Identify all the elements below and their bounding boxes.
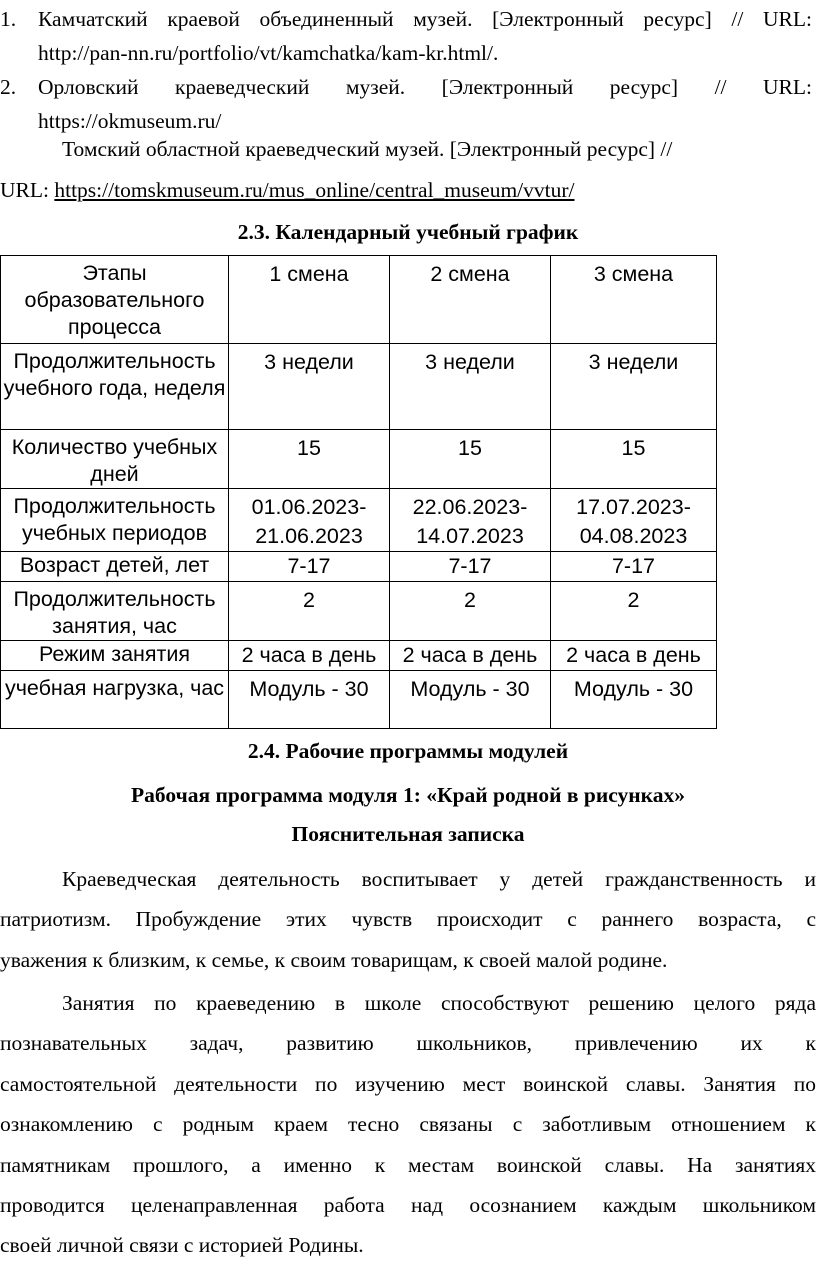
table-cell: 15	[390, 430, 551, 489]
table-cell: 01.06.2023-21.06.2023	[229, 489, 390, 552]
table-cell: Модуль - 30	[551, 671, 717, 729]
table-cell: Количество учебных дней	[1, 430, 229, 489]
reference-line	[0, 173, 575, 207]
table-cell: 15	[551, 430, 717, 489]
table-cell: 2	[390, 582, 551, 641]
table-cell: 7-17	[229, 552, 390, 582]
paragraph-line: памятникам прошлого, а именно к местам воинской славы. На занятиях	[0, 1152, 816, 1177]
section-heading-2-3: 2.3. Календарный учебный график	[237, 220, 579, 244]
schedule-table	[0, 255, 717, 729]
section-heading-2-4: 2.4. Рабочие программы модулей	[247, 739, 569, 763]
table-row	[1, 344, 717, 430]
paragraph-line: Краеведческая деятельность воспитывает у детей гражданственность и	[62, 867, 816, 891]
reference-url[interactable]: http://pan-nn.ru/portfolio/vt/kamchatka/kam-kr.html/.	[38, 41, 499, 65]
table-cell: Возраст детей, лет	[1, 552, 229, 582]
table-row	[1, 489, 717, 552]
table-row	[1, 641, 717, 671]
table-header-row	[1, 256, 717, 344]
paragraph-line: Занятия по краеведению в школе способствуют решению целого ряда	[62, 991, 816, 1015]
table-cell: 3 недели	[390, 344, 551, 430]
paragraph-line: своей личной связи с историей Родины.	[0, 1233, 364, 1258]
paragraph-line: познавательных задач, развитию школьников, привлечению их к	[0, 1031, 816, 1056]
reference-number: 1.	[0, 7, 17, 31]
table-row	[1, 582, 717, 641]
table-cell: учебная нагрузка, час	[1, 671, 229, 729]
table-header-cell: 1 смена	[229, 256, 390, 344]
table-row	[1, 671, 717, 729]
reference-text: Камчатский краевой объединенный музей. [Электронный ресурс] // URL:	[38, 7, 812, 31]
table-cell: Продолжительность учебных периодов	[1, 489, 229, 552]
reference-prefix: URL:	[0, 178, 55, 202]
table-cell: 17.07.2023-04.08.2023	[551, 489, 717, 552]
paragraph-line: ознакомлению с родным краем тесно связаны с заботливым отношением к	[0, 1112, 816, 1137]
table-cell: Продолжительность занятия, час	[1, 582, 229, 641]
table-header-cell: 2 смена	[390, 256, 551, 344]
table-cell: 7-17	[390, 552, 551, 582]
reference-number: 2.	[0, 75, 17, 99]
table-cell: Режим занятия	[1, 641, 229, 671]
table-cell: 2	[551, 582, 717, 641]
table-cell: 3 недели	[551, 344, 717, 430]
paragraph-line: самостоятельной деятельности по изучению мест воинской славы. Занятия по	[0, 1071, 816, 1096]
paragraph	[0, 983, 816, 1266]
table-cell: Модуль - 30	[229, 671, 390, 729]
table-header-cell: Этапы образовательного процесса	[1, 256, 229, 344]
table-cell: 2 часа в день	[229, 641, 390, 671]
reference-item	[0, 2, 816, 70]
note-title: Пояснительная записка	[291, 822, 525, 846]
paragraph-line: проводится целенаправленная работа над осознанием каждым школьником	[0, 1192, 816, 1217]
table-header-cell: 3 смена	[551, 256, 717, 344]
module-title: Рабочая программа модуля 1: «Край родной в рисунках»	[131, 783, 685, 807]
reference-link[interactable]: https://tomskmuseum.ru/mus_online/central_museum/vvtur/	[54, 178, 575, 202]
paragraph-line: патриотизм. Пробуждение этих чувств происходит с раннего возраста, с	[0, 907, 816, 932]
reference-url[interactable]: https://okmuseum.ru/	[38, 109, 222, 133]
paragraph-line: уважения к близким, к семье, к своим товарищам, к своей малой родине.	[0, 947, 668, 972]
table-cell: 7-17	[551, 552, 717, 582]
table-row	[1, 552, 717, 582]
paragraph	[0, 859, 816, 980]
table-row	[1, 430, 717, 489]
table-cell: 15	[229, 430, 390, 489]
table-cell: 2	[229, 582, 390, 641]
reference-item	[0, 70, 816, 138]
reference-text: Томский областной краеведческий музей. [Электронный ресурс] //	[62, 137, 673, 161]
table-cell: Продолжительность учебного года, неделя	[1, 344, 229, 430]
table-cell: 3 недели	[229, 344, 390, 430]
table-cell: Модуль - 30	[390, 671, 551, 729]
table-cell: 2 часа в день	[551, 641, 717, 671]
table-cell: 22.06.2023-14.07.2023	[390, 489, 551, 552]
table-cell: 2 часа в день	[390, 641, 551, 671]
reference-text: Орловский краеведческий музей. [Электронный ресурс] // URL:	[38, 75, 812, 99]
